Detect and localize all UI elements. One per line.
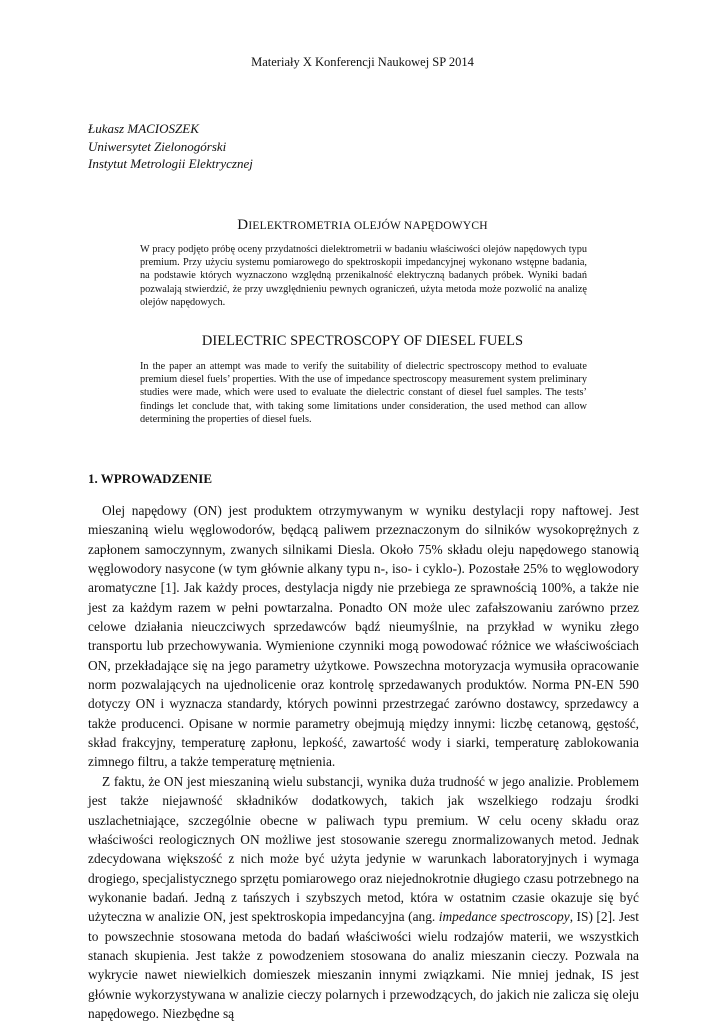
paragraph-2-part-2: , IS) [2]. Jest to powszechnie stosowana metoda do badań właściwości wielu rodzajów materii, we wszystkich stanach skupienia. Jest także z powodzeniem stosowana do analiz mieszanin cieczy. Pozwala na wykrycie nawet niewielkich domieszek mieszanin innymi związkami. Nie mniej jednak, IS jest głównie wykorzystywana w analizie cieczy polarnych i przewodzących, do jakich nie zalicza się oleju napędowego. Niezbędne są <box>88 909 639 1021</box>
author-university: Uniwersytet Zielonogórski <box>88 138 227 154</box>
author-institute: Instytut Metrologii Elektrycznej <box>88 156 253 171</box>
title-english: DIELECTRIC SPECTROSCOPY OF DIESEL FUELS <box>201 333 524 349</box>
section-heading: 1. WPROWADZENIE <box>88 471 213 486</box>
paragraph-2-italic-term: impedance spectroscopy <box>438 909 570 925</box>
author-name: Łukasz MACIOSZEK <box>88 121 199 136</box>
paragraph-2-part-1: Z faktu, że ON jest mieszaniną wielu substancji, wynika duża trudność w jego analizie. Problemem jest także niejawność składników dodatkowych, takich jak wszelkiego rodzaju środki uszlachetniające, szczególnie obecne w paliwach typu premium. W celu oceny składu oraz właściwości reologicznych ON możliwe jest stosowanie szeregu znormalizowanych metod. Jednak zdecydowana większość z nich może być użyta jedynie w warunkach laboratoryjnych i wymaga drogiego, specjalistycznego sprzętu pomiarowego oraz niejednokrotnie długiego czasu potrzebnego na wykonanie badań. Jedną z tańszych i szybszych metod, która w ostatnim czasie okazuje się być użyteczna w analizie ON, jest spektroskopia impedancyjna (ang. <box>88 773 639 925</box>
author-block <box>88 120 253 173</box>
abstract-english: In the paper an attempt was made to verify the suitability of dielectric spectroscopy method to evaluate premium diesel fuels’ properties. With the use of impedance spectroscopy measurement system preliminary studies were made, which were used to evaluate the dielectric constant of diesel fuel samples. The tests’ findings let conclude that, with taking some limitations under consideration, the used method can allow determining the properties of diesel fuels. <box>140 361 587 425</box>
paragraph-2 <box>88 772 639 1023</box>
paragraph-1: Olej napędowy (ON) jest produktem otrzymywanym w wyniku destylacji ropy naftowej. Jest mieszaniną wielu węglowodorów, będącą paliwem przeznaczonym do silników wysokoprężnych z zapłonem samoczynnym, zwanych silnikami Diesla. Około 75% składu oleju napędowego stanowią węglowodory nasycone (w tym głównie alkany typu n-, iso- i cyklo-). Pozostałe 25% to węglowodory aromatyczne [1]. Jak każdy proces, destylacja nigdy nie przebiega ze sprawnością 100%, a także nie jest za każdym razem w pełni powtarzalna. Ponadto ON może ulec zafałszowaniu zarówno przez celowe działania nieuczciwych sprzedawców bądź nieumyślnie, na przykład w wyniku złego transportu lub przechowywania. Wymienione czynniki mogą powodować różnice we właściwościach ON, przekładające się na jego parametry użytkowe. Powszechna motoryzacja wymusiła opracowanie norm pozwalających na ujednolicenie oraz kontrolę sprzedawanych produktów. Norma PN-EN 590 dotyczy ON i wyznacza standardy, których powinni przestrzegać zarówno dostawcy, sprzedawcy a także producenci. Opisane w normie parametry obejmują między innymi: liczbę cetanową, gęstość, skład frakcyjny, temperaturę zapłonu, lepkość, zawartość wody i siarki, temperaturę zablokowania zimnego filtru, a także temperaturę mętnienia. <box>88 503 639 770</box>
body-text <box>88 501 639 1023</box>
running-head: Materiały X Konferencji Naukowej SP 2014 <box>251 55 474 69</box>
abstract-polish: W pracy podjęto próbę oceny przydatności dielektrometrii w badaniu właściwości olejów napędowych typu premium. Przy użyciu systemu pomiarowego do spektroskopii impedancyjnej wykonano wstępne badania, na podstawie których wyznaczono względną przenikalność elektryczną badanych próbek. Wyniki badań pozwalają stwierdzić, że przy uwzględnieniu pewnych ograniczeń, użyta metoda może pozwolić na analizę olejów napędowych. <box>140 244 587 308</box>
title-polish-initial: D <box>237 217 249 233</box>
title-polish-rest: IELEKTROMETRIA OLEJÓW NAPĘDOWYCH <box>248 220 488 232</box>
title-polish <box>0 217 725 234</box>
